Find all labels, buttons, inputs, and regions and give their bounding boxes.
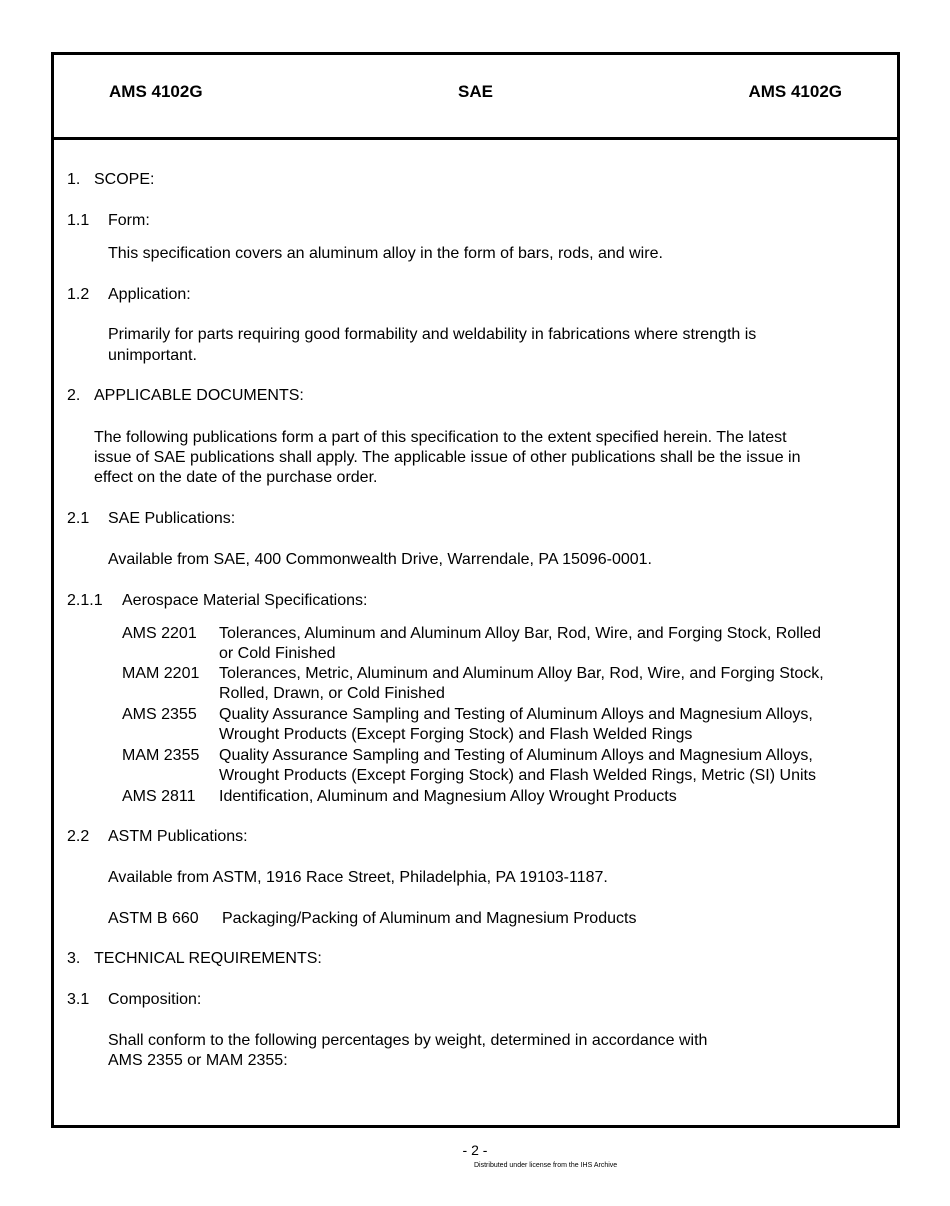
section-1-title: SCOPE: [94,171,155,188]
section-1-2-line: unimportant. [108,347,197,364]
section-1-2-line: Primarily for parts requiring good formability and weldability in fabrications where strength is [108,326,757,343]
section-1-number: 1. [67,171,81,188]
section-2-2-title: ASTM Publications: [108,828,248,845]
section-1-1-text: This specification covers an aluminum alloy in the form of bars, rods, and wire. [108,245,663,262]
spec-code: MAM 2355 [122,747,200,764]
section-3-1-line: AMS 2355 or MAM 2355: [108,1052,288,1069]
spec-code: AMS 2201 [122,625,197,642]
distribution-note: Distributed under license from the IHS Archive [474,1162,618,1169]
spec-title-line: Quality Assurance Sampling and Testing of Aluminum Alloys and Magnesium Alloys, [219,747,813,764]
spec-title-line: Identification, Aluminum and Magnesium Alloy Wrought Products [219,788,677,805]
spec-title-line: Tolerances, Metric, Aluminum and Aluminum Alloy Bar, Rod, Wire, and Forging Stock, [219,665,824,682]
header-spec-left: AMS 4102G [109,82,203,101]
section-3-1-line: Shall conform to the following percentages by weight, determined in accordance with [108,1032,708,1049]
section-3-title: TECHNICAL REQUIREMENTS: [94,950,322,967]
section-2-line: effect on the date of the purchase order. [94,469,378,486]
header-spec-right: AMS 4102G [748,82,842,101]
section-2-line: issue of SAE publications shall apply. The applicable issue of other publications shall be the issue in [94,449,801,466]
section-2-number: 2. [67,387,81,404]
section-1-1-title: Form: [108,212,150,229]
spec-code: AMS 2355 [122,706,197,723]
astm-title: Packaging/Packing of Aluminum and Magnesium Products [222,910,637,927]
section-2-1-title: SAE Publications: [108,510,236,527]
document-header [54,55,897,140]
section-3-number: 3. [67,950,81,967]
section-1-2-title: Application: [108,286,191,303]
section-3-1-title: Composition: [108,991,202,1008]
section-2-1-text: Available from SAE, 400 Commonwealth Drive, Warrendale, PA 15096-0001. [108,551,652,568]
page-number: - 2 - [462,1142,488,1158]
section-2-1-1-title: Aerospace Material Specifications: [122,592,368,609]
spec-title-line: or Cold Finished [219,645,336,662]
section-2-2-number: 2.2 [67,828,90,845]
spec-title-line: Quality Assurance Sampling and Testing of Aluminum Alloys and Magnesium Alloys, [219,706,813,723]
section-2-2-text: Available from ASTM, 1916 Race Street, Philadelphia, PA 19103-1187. [108,869,608,886]
spec-code: MAM 2201 [122,665,200,682]
astm-code: ASTM B 660 [108,910,199,927]
section-2-1-number: 2.1 [67,510,90,527]
section-3-1-number: 3.1 [67,991,90,1008]
spec-title-line: Wrought Products (Except Forging Stock) and Flash Welded Rings [219,726,693,743]
spec-title-line: Tolerances, Aluminum and Aluminum Alloy Bar, Rod, Wire, and Forging Stock, Rolled [219,625,822,642]
section-2-title: APPLICABLE DOCUMENTS: [94,387,304,404]
spec-code: AMS 2811 [122,788,196,805]
section-2-1-1-number: 2.1.1 [67,592,103,609]
header-publisher: SAE [458,82,493,101]
section-2-line: The following publications form a part of this specification to the extent specified herein. The latest [94,429,787,446]
spec-title-line: Wrought Products (Except Forging Stock) and Flash Welded Rings, Metric (SI) Units [219,767,816,784]
spec-title-line: Rolled, Drawn, or Cold Finished [219,685,445,702]
section-1-1-number: 1.1 [67,212,90,229]
section-1-2-number: 1.2 [67,286,90,303]
